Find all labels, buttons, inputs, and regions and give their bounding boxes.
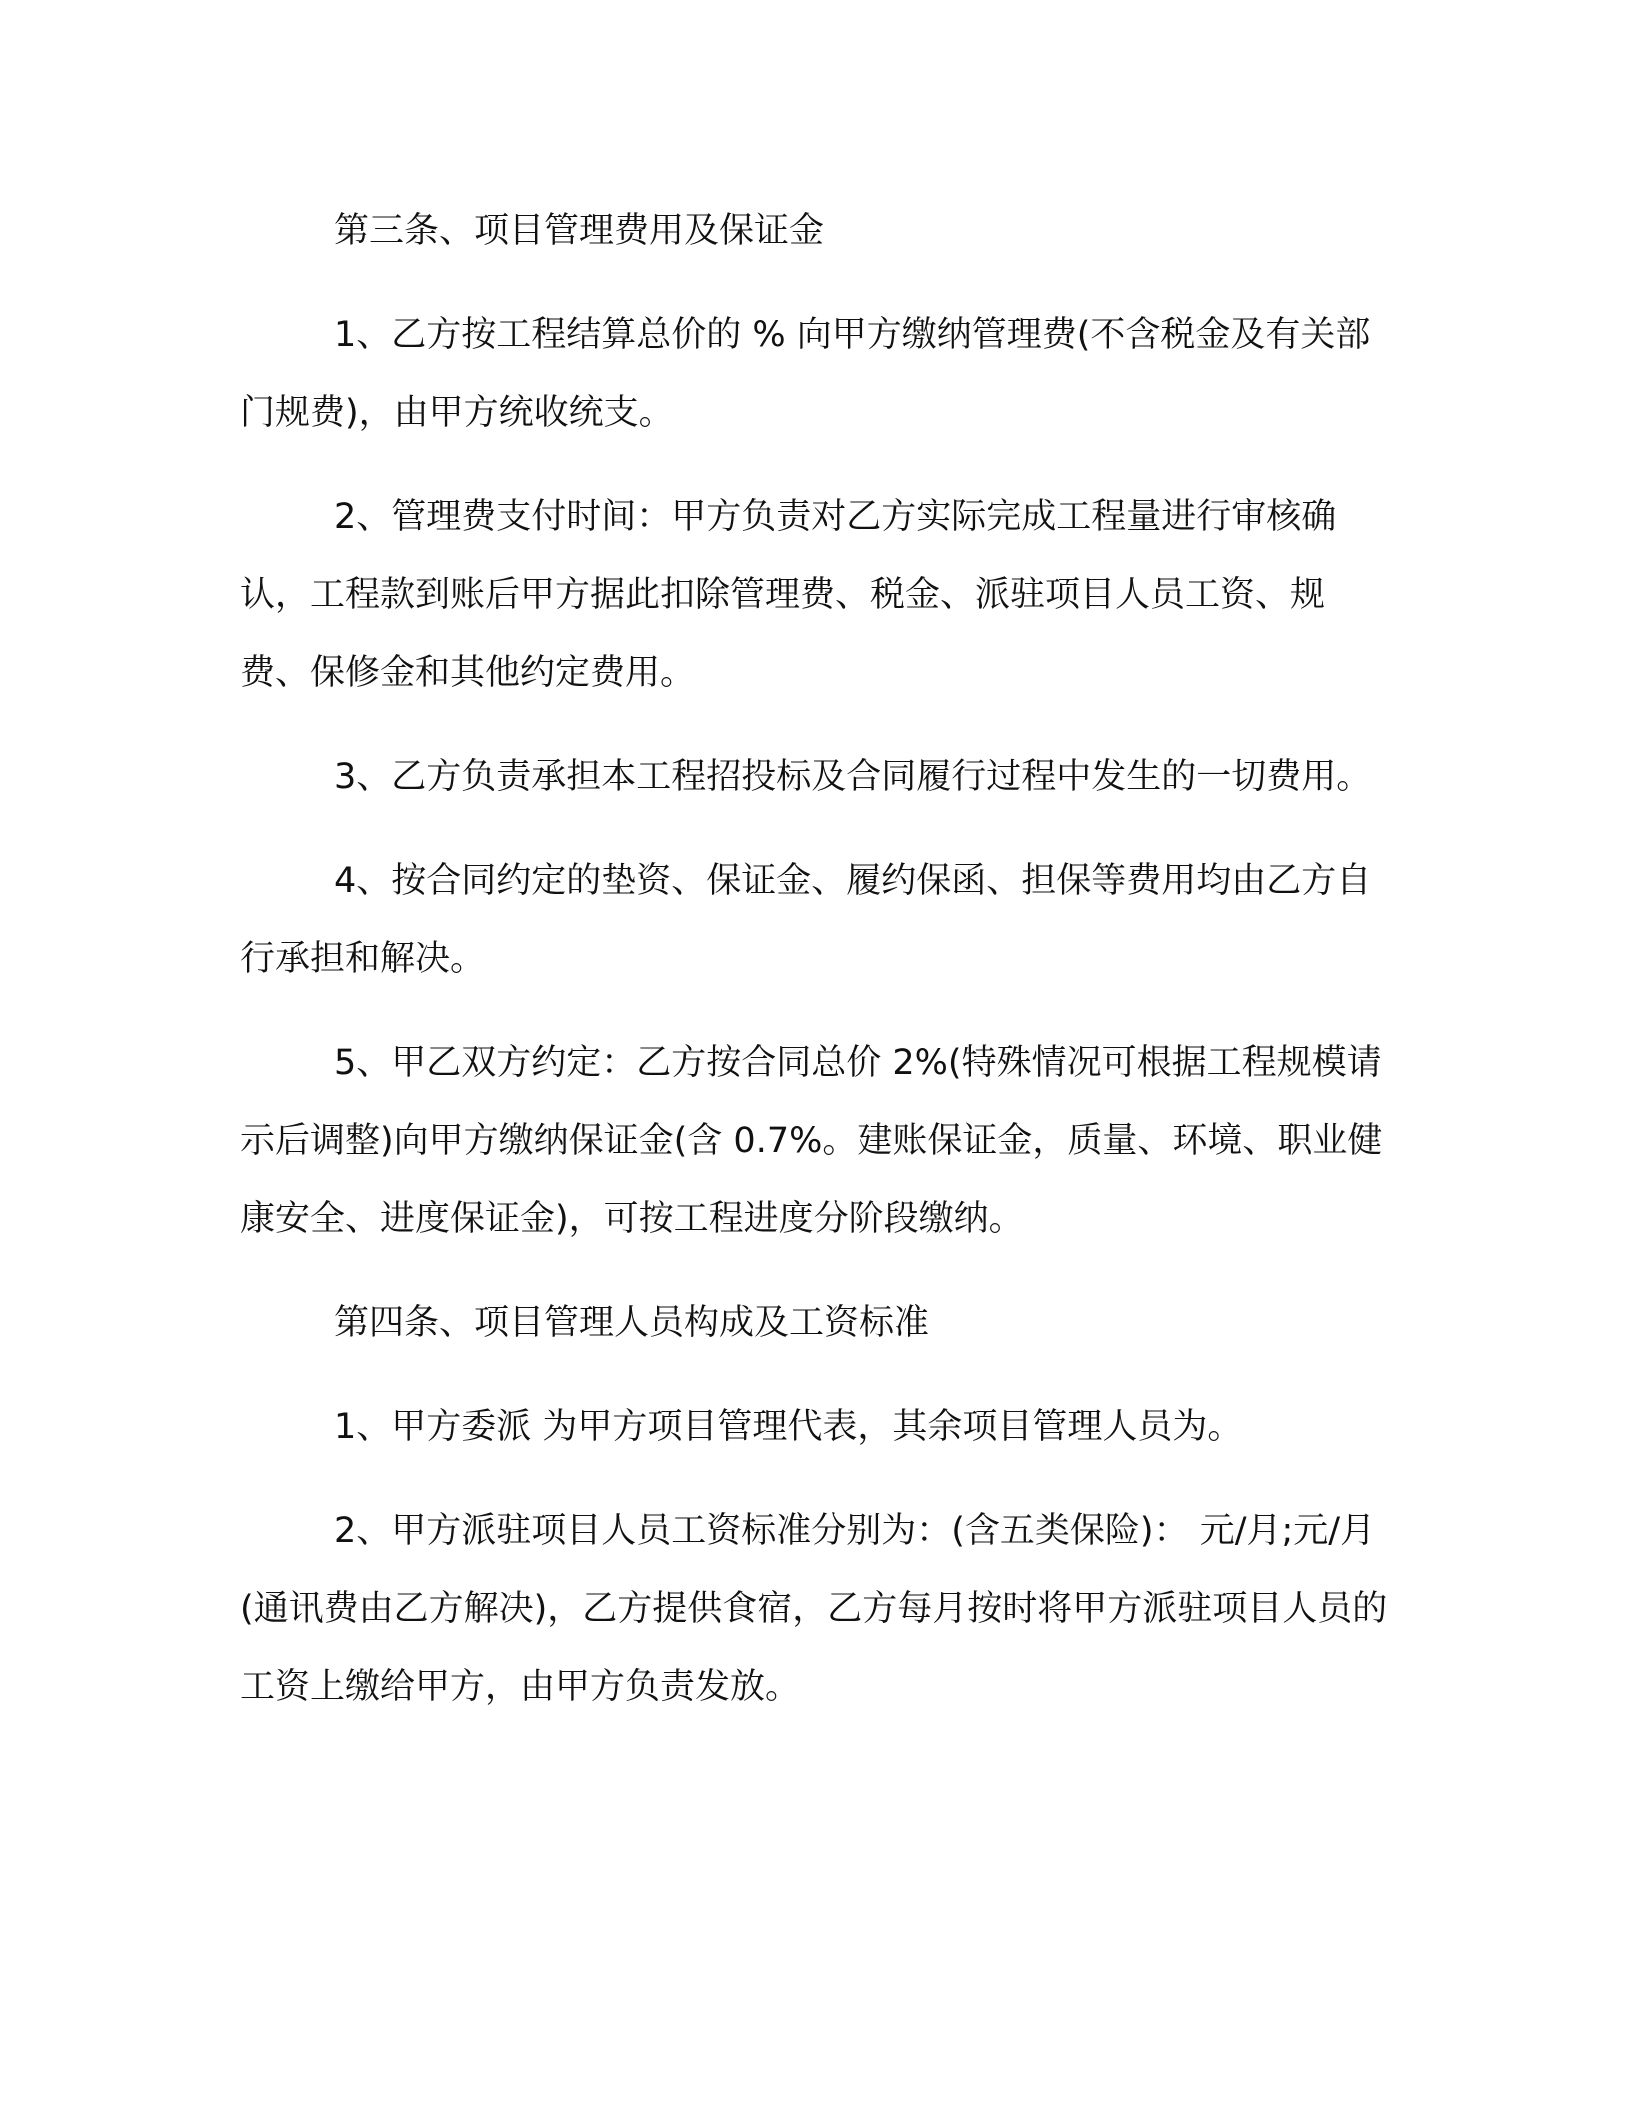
article-4-clause-1: 1、甲方委派 为甲方项目管理代表，其余项目管理人员为。 (334, 1407, 1243, 1447)
article-4-clause-2: 2、甲方派驻项目人员工资标准分别为：(含五类保险)： 元/月;元/月(通讯费由乙方解决)，乙方提供食宿，乙方每月按时将甲方派驻项目人员的工资上缴给甲方，由甲方负责发放。 (240, 1511, 1388, 1707)
article-3-heading: 第三条、项目管理费用及保证金 (334, 211, 825, 251)
article-3-clause-3: 3、乙方负责承担本工程招投标及合同履行过程中发生的一切费用。 (334, 757, 1372, 797)
article-3-clause-1: 1、乙方按工程结算总价的 % 向甲方缴纳管理费(不含税金及有关部门规费)，由甲方统收统支。 (240, 315, 1371, 433)
article-3-clause-2: 2、管理费支付时间：甲方负责对乙方实际完成工程量进行审核确认，工程款到账后甲方据此扣除管理费、税金、派驻项目人员工资、规费、保修金和其他约定费用。 (240, 497, 1337, 693)
document-body (240, 192, 1390, 1752)
article-3-clause-4: 4、按合同约定的垫资、保证金、履约保函、担保等费用均由乙方自行承担和解决。 (240, 861, 1372, 979)
section-article-3 (240, 192, 1390, 1258)
section-article-4 (240, 1284, 1390, 1726)
article-3-clause-5: 5、甲乙双方约定：乙方按合同总价 2%(特殊情况可根据工程规模请示后调整)向甲方缴纳保证金(含 0.7%。建账保证金，质量、环境、职业健康安全、进度保证金)，可按工程进度分阶段缴纳。 (240, 1043, 1383, 1239)
article-4-heading: 第四条、项目管理人员构成及工资标准 (334, 1303, 930, 1343)
